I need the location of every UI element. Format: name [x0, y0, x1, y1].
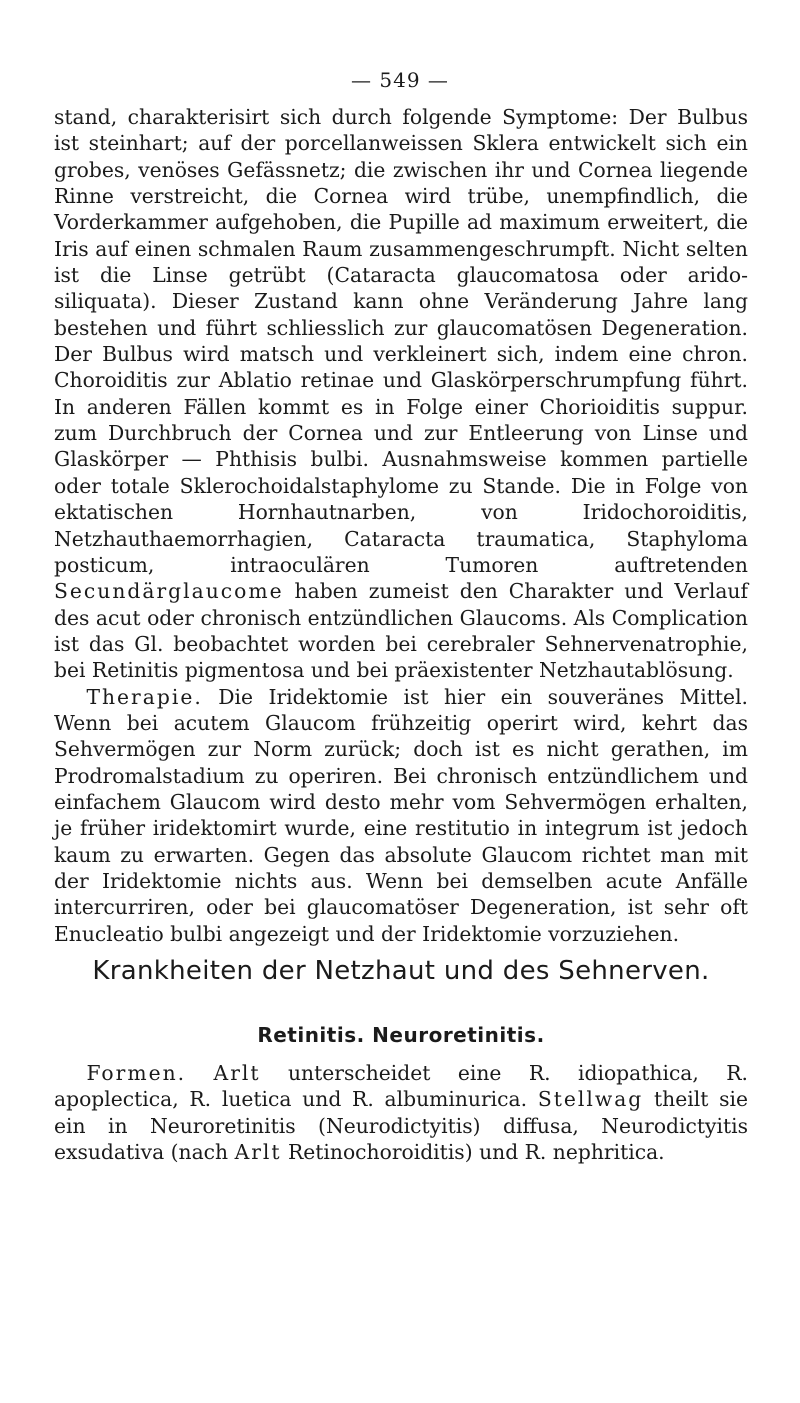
page-number: — 549 — — [351, 68, 449, 92]
label-formen: Formen. — [86, 1061, 187, 1085]
author-arlt: Arlt — [213, 1061, 261, 1085]
paragraph-therapie: Therapie. Die Iridektomie ist hier ein souveränes Mittel. Wenn bei acutem Glaucom frühzeitig operirt wird, kehrt das Sehvermögen zur Norm zurück; doch ist es nicht gerathen, im Prodromalstadium zu operiren. Bei chronisch entzündlichem und einfachem Glaucom wird desto mehr vom Sehvermögen erhalten, je früher iridektomirt wurde, eine restitutio in integrum ist jedoch kaum zu erwarten. Gegen das absolute Glaucom richtet man mit der Iridektomie nichts aus. Wenn bei demselben acute Anfälle intercurriren, oder bei glaucomatöser Degeneration, ist sehr oft Enucleatio bulbi angezeigt und der Iridektomie vorzuziehen. — [54, 684, 748, 946]
glaucoma-text-block — [54, 104, 748, 947]
paragraph-formen: Formen. Arlt unterscheidet eine R. idiopathica, R. apoplectica, R. luetica und R. albuminurica. Stellwag theilt sie ein in Neuroretinitis (Neurodictyitis) diffusa, Neurodictyitis exsudativa (nach Arlt Retinochoroiditis) und R. nephritica. — [54, 1061, 749, 1165]
emphasis-secundaerglaucome: Secundärglaucome — [54, 579, 284, 604]
author-stellwag: Stellwag — [537, 1087, 644, 1112]
section-heading: Retinitis. Neuroretinitis. — [257, 1023, 545, 1047]
chapter-heading: Krankheiten der Netzhaut und des Sehnerven. — [92, 956, 710, 986]
retinitis-text-block — [54, 1060, 748, 1165]
paragraph-symptoms: stand, charakterisirt sich durch folgende Symptome: Der Bulbus ist steinhart; auf der porcellanweissen Sklera entwickelt sich ein grobes, venöses Gefässnetz; die zwischen ihr und Cornea liegende Rinne verstreicht, die Cornea wird trübe, unempfindlich, die Vorderkammer aufgehoben, die Pupille ad maximum erweitert, die Iris auf einen schmalen Raum zusammengeschrumpft. Nicht selten ist die Linse getrübt (Cataracta glaucomatosa oder arido-siliquata). Dieser Zustand kann ohne Veränderung Jahre lang bestehen und führt schliesslich zur glaucomatösen Degeneration. Der Bulbus wird matsch und verkleinert sich, indem eine chron. Choroiditis zur Ablatio retinae und Glaskörperschrumpfung führt. In anderen Fällen kommt es in Folge einer Chorioiditis suppur. zum Durchbruch der Cornea und zur Entleerung von Linse und Glaskörper — Phthisis bulbi. Ausnahmsweise kommen partielle oder totale Sklerochoidalstaphylome zu Stande. Die in Folge von ektatischen Hornhautnarben, von Iridochoroiditis, Netzhauthaemorrhagien, Cataracta traumatica, Staphyloma posticum, intraoculären Tumoren auftretenden Secundärglaucome haben zumeist den Charakter und Verlauf des acut oder chronisch entzündlichen Glaucoms. Als Complication ist das Gl. beobachtet worden bei cerebraler Sehnervenatrophie, bei Retinitis pigmentosa und bei präexistenter Netzhautablösung. — [54, 105, 748, 683]
label-therapie: Therapie. — [86, 684, 203, 709]
author-arlt-2: Arlt — [234, 1140, 282, 1165]
